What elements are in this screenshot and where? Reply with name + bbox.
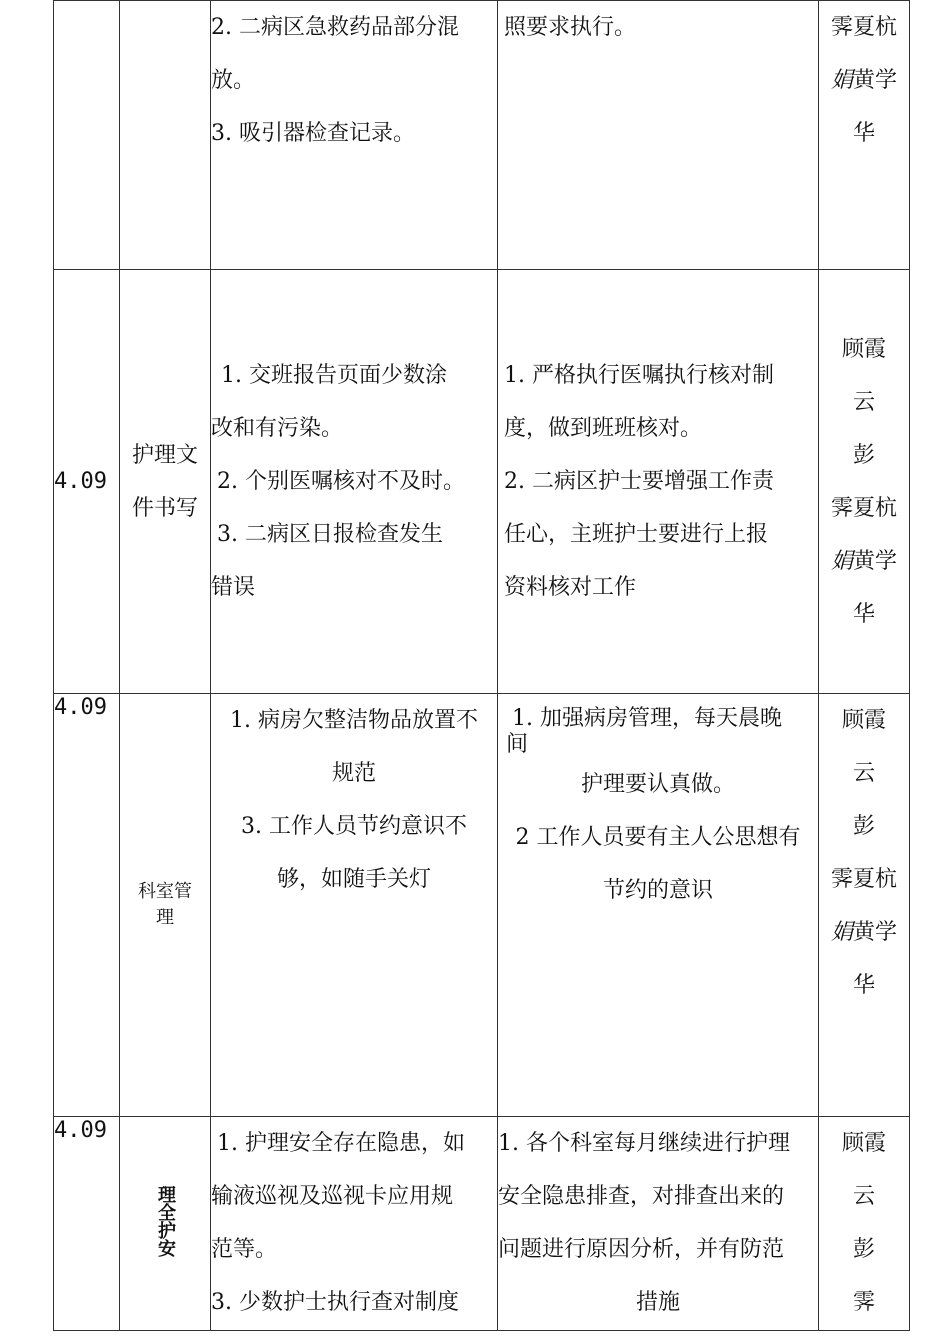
- category-line: 科室管: [138, 881, 192, 902]
- person-line: 顾霞: [841, 708, 886, 733]
- measure-line: 1. 加强病房管理，每天晨晚: [512, 706, 782, 731]
- measures-cell: [498, 1117, 819, 1331]
- problem-line: 2. 个别医嘱核对不及时。: [217, 469, 465, 494]
- problems-cell: [211, 694, 498, 1117]
- measure-line: 2 工作人员要有主人公思想有: [515, 825, 801, 850]
- date-cell: [54, 1, 120, 270]
- category-vertical-label: 理全护安: [155, 1184, 176, 1257]
- problem-line: 1. 交班报告页面少数涂: [221, 363, 447, 388]
- problem-line: 够，如随手关灯: [276, 867, 431, 892]
- category-cell: [120, 694, 211, 1117]
- responsible-cell: [819, 694, 910, 1117]
- responsible-cell: [819, 1117, 910, 1331]
- measure-line: 照要求执行。: [504, 15, 637, 40]
- measure-line: 1. 严格执行医嘱执行核对制: [504, 363, 774, 388]
- person-line: 彭: [852, 442, 875, 468]
- category-line: 护理文: [131, 442, 198, 468]
- problem-line: 1. 护理安全存在隐患，如: [217, 1131, 465, 1156]
- measure-line: 安全隐患排查，对排查出来的: [498, 1184, 785, 1209]
- problem-line: 输液巡视及巡视卡应用规: [211, 1184, 454, 1209]
- date-cell: 4.09: [54, 694, 120, 1117]
- measure-line: 节约的意识: [602, 878, 713, 903]
- problem-line: 放。: [211, 68, 256, 93]
- measure-line: 资料核对工作: [504, 575, 637, 600]
- problems-cell: [211, 270, 498, 694]
- table-row: [54, 270, 910, 694]
- problem-line: 错误: [211, 575, 256, 600]
- measure-line: 问题进行原因分析，并有防范: [498, 1237, 785, 1262]
- person-line: 娟黄学: [830, 68, 898, 93]
- responsible-cell: [819, 1, 910, 270]
- problems-cell: [211, 1, 498, 270]
- category-cell: [120, 1117, 211, 1331]
- person-line: 云: [852, 389, 875, 415]
- person-line: 云: [852, 761, 875, 786]
- measures-cell: [498, 1, 819, 270]
- problem-line: 3. 少数护士执行查对制度: [211, 1290, 459, 1315]
- person-line: 彭: [852, 1237, 875, 1262]
- person-line: 华: [852, 973, 875, 998]
- date-cell: 4.09: [54, 1117, 120, 1331]
- person-line: 华: [852, 601, 875, 627]
- problem-line: 规范: [331, 761, 376, 786]
- measures-cell: [498, 694, 819, 1117]
- person-line: 霁夏杭: [830, 15, 897, 40]
- measure-line: 1. 各个科室每月继续进行护理: [498, 1131, 790, 1156]
- category-line: 理: [156, 907, 174, 928]
- measure-line: 护理要认真做。: [580, 772, 735, 797]
- person-line: 娟黄学: [830, 548, 898, 574]
- person-line: 娟黄学: [830, 920, 898, 945]
- measure-line: 任心，主班护士要进行上报: [504, 522, 769, 547]
- measure-line: 间: [506, 732, 529, 757]
- person-line: 彭: [852, 814, 875, 839]
- measure-line: 度，做到班班核对。: [504, 416, 703, 441]
- person-line: 霁夏杭: [830, 495, 897, 521]
- date-cell: 4.09: [54, 270, 120, 694]
- person-line: 云: [852, 1184, 875, 1209]
- person-line: 霁: [852, 1290, 875, 1315]
- person-line: 霁夏杭: [830, 867, 897, 892]
- measure-line: 2. 二病区护士要增强工作责: [504, 469, 774, 494]
- problem-line: 改和有污染。: [211, 416, 344, 441]
- person-line: 华: [852, 121, 875, 146]
- person-line: 顾霞: [841, 1131, 886, 1156]
- problem-line: 范等。: [211, 1237, 278, 1262]
- problems-cell: [211, 1117, 498, 1331]
- table-row: [54, 694, 910, 1117]
- table-row: [54, 1117, 910, 1331]
- responsible-cell: [819, 270, 910, 694]
- table-row: [54, 1, 910, 270]
- category-line: 件书写: [131, 495, 198, 521]
- problem-line: 3. 吸引器检查记录。: [211, 121, 415, 146]
- category-cell: [120, 1, 211, 270]
- measures-cell: [498, 270, 819, 694]
- person-line: 顾霞: [841, 336, 886, 362]
- category-cell: [120, 270, 211, 694]
- problem-line: 3. 二病区日报检查发生: [217, 522, 443, 547]
- problem-line: 1. 病房欠整洁物品放置不: [230, 708, 478, 733]
- problem-line: 3. 工作人员节约意识不: [241, 814, 467, 839]
- problem-line: 2. 二病区急救药品部分混: [211, 15, 459, 40]
- inspection-table: [53, 0, 910, 1331]
- measure-line: 措施: [635, 1290, 680, 1315]
